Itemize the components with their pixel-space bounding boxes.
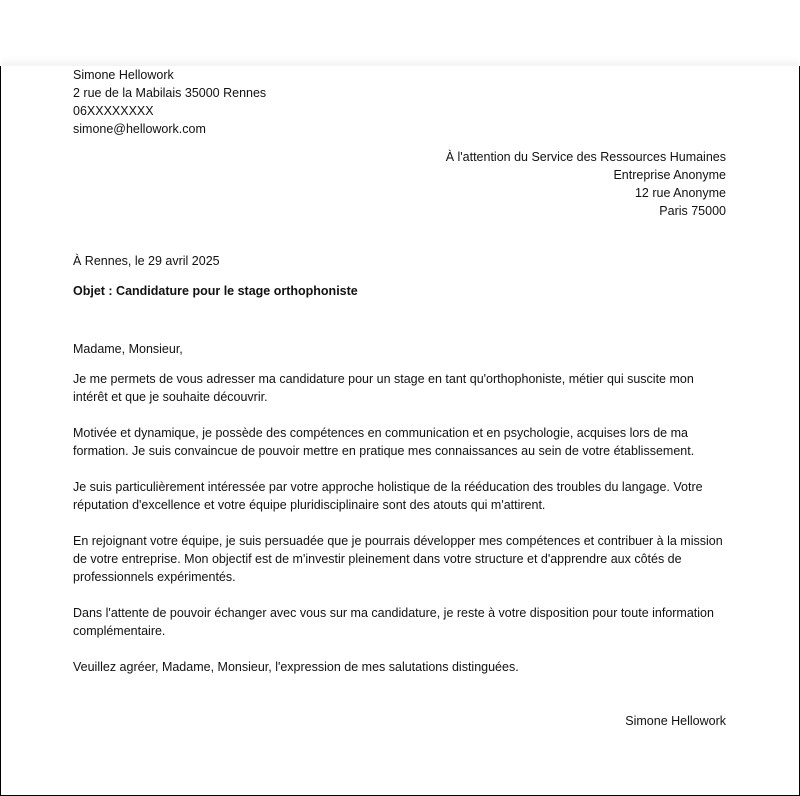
recipient-street: 12 rue Anonyme bbox=[634, 186, 726, 200]
paragraph-5: Dans l'attente de pouvoir échanger avec vous sur ma candidature, je reste à votre disposition pour toute information complémentaire. bbox=[73, 606, 714, 638]
recipient-company: Entreprise Anonyme bbox=[613, 168, 726, 182]
signature-block bbox=[625, 712, 726, 730]
paragraph-3: Je suis particulièrement intéressée par votre approche holistique de la rééducation des troubles du langage. Votre réputation d'excellence et votre équipe pluridisciplinaire sont des atouts qui m'attirent. bbox=[73, 480, 703, 512]
sender-email: simone@hellowork.com bbox=[73, 122, 206, 136]
recipient-attention: À l'attention du Service des Ressources Humaines bbox=[445, 150, 726, 164]
place-date: À Rennes, le 29 avril 2025 bbox=[73, 254, 220, 268]
closing-formula: Veuillez agréer, Madame, Monsieur, l'expression de mes salutations distinguées. bbox=[73, 660, 519, 674]
salutation: Madame, Monsieur, bbox=[73, 342, 183, 356]
recipient-block bbox=[446, 148, 726, 220]
paragraph-2: Motivée et dynamique, je possède des compétences en communication et en psychologie, acquises lors de ma formation. Je suis convaincue de pouvoir mettre en pratique mes connaissances au sein de votre établissement. bbox=[73, 426, 695, 458]
recipient-city: Paris 75000 bbox=[659, 204, 726, 218]
letter-page bbox=[0, 66, 800, 796]
paragraph-4: En rejoignant votre équipe, je suis persuadée que je pourrais développer mes compétences et contribuer à la mission de votre entreprise. Mon objectif est de m'investir pleinement dans votre structure et d'apprendre aux côtés de professionnels expérimentés. bbox=[73, 534, 723, 584]
sender-phone: 06XXXXXXXX bbox=[73, 104, 154, 118]
top-blank-area bbox=[0, 0, 800, 66]
paragraph-1: Je me permets de vous adresser ma candidature pour un stage en tant qu'orthophoniste, métier qui suscite mon intérêt et que je souhaite découvrir. bbox=[73, 372, 694, 404]
signature: Simone Hellowork bbox=[625, 714, 726, 728]
letter-subject: Objet : Candidature pour le stage orthophoniste bbox=[73, 284, 358, 298]
sender-address: 2 rue de la Mabilais 35000 Rennes bbox=[73, 86, 267, 100]
sender-name: Simone Hellowork bbox=[73, 68, 174, 82]
